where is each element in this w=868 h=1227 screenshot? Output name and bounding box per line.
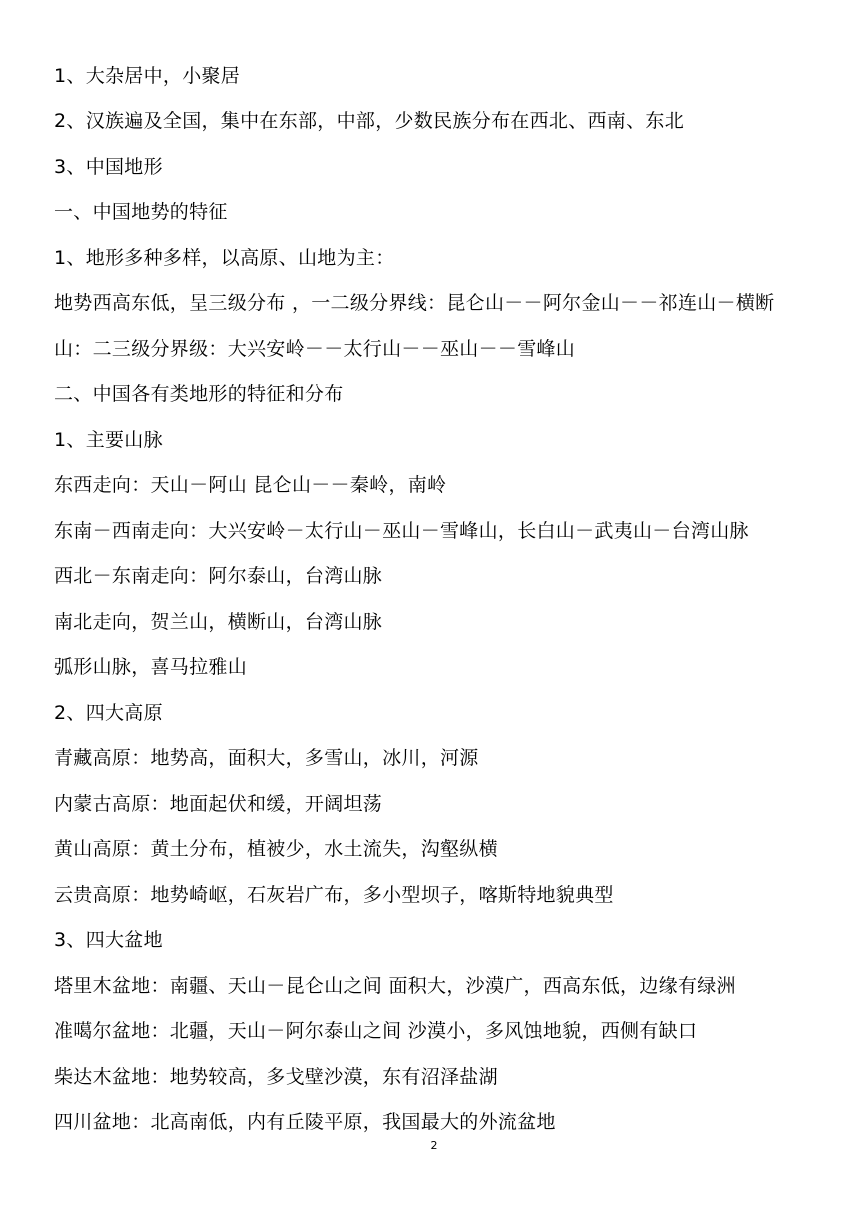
subheading: 2、四大高原 — [54, 702, 163, 724]
text-line: 四川盆地：北高南低，内有丘陵平原，我国最大的外流盆地 — [54, 1111, 556, 1133]
subheading: 3、四大盆地 — [54, 929, 163, 951]
text-line: 弧形山脉，喜马拉雅山 — [54, 656, 248, 678]
text-line: 3、中国地形 — [54, 156, 163, 178]
text-line: 内蒙古高原：地面起伏和缓，开阔坦荡 — [54, 793, 383, 815]
text-line: 云贵高原：地势崎岖，石灰岩广布，多小型坝子，喀斯特地貌典型 — [54, 884, 614, 906]
text-line: 东西走向：天山－阿山 昆仑山－－秦岭，南岭 — [54, 474, 447, 496]
text-line: 青藏高原：地势高，面积大，多雪山，冰川，河源 — [54, 747, 479, 769]
page-number: 2 — [430, 1139, 438, 1152]
text-line: 地势西高东低，呈三级分布 ，一二级分界线：昆仑山－－阿尔金山－－祁连山－横断 — [54, 292, 775, 314]
section-heading: 一、中国地势的特征 — [54, 201, 228, 223]
text-line: 南北走向，贺兰山，横断山，台湾山脉 — [54, 611, 383, 633]
text-line: 1、地形多种多样，以高原、山地为主： — [54, 247, 395, 269]
text-line: 2、汉族遍及全国，集中在东部，中部，少数民族分布在西北、西南、东北 — [54, 110, 684, 132]
text-line: 柴达木盆地：地势较高，多戈壁沙漠，东有沼泽盐湖 — [54, 1066, 498, 1088]
subheading: 1、主要山脉 — [54, 429, 163, 451]
text-line: 塔里木盆地：南疆、天山－昆仑山之间 面积大，沙漠广，西高东低，边缘有绿洲 — [54, 975, 736, 997]
text-line: 黄山高原：黄土分布，植被少，水土流失，沟壑纵横 — [54, 838, 498, 860]
text-line: 山：二三级分界级：大兴安岭－－太行山－－巫山－－雪峰山 — [54, 338, 576, 360]
text-line: 东南－西南走向：大兴安岭－太行山－巫山－雪峰山，长白山－武夷山－台湾山脉 — [54, 520, 749, 542]
text-line: 准噶尔盆地：北疆，天山－阿尔泰山之间 沙漠小，多风蚀地貌，西侧有缺口 — [54, 1020, 698, 1042]
text-line: 西北－东南走向：阿尔泰山，台湾山脉 — [54, 565, 383, 587]
section-heading: 二、中国各有类地形的特征和分布 — [54, 383, 344, 405]
text-line: 1、大杂居中，小聚居 — [54, 65, 241, 87]
